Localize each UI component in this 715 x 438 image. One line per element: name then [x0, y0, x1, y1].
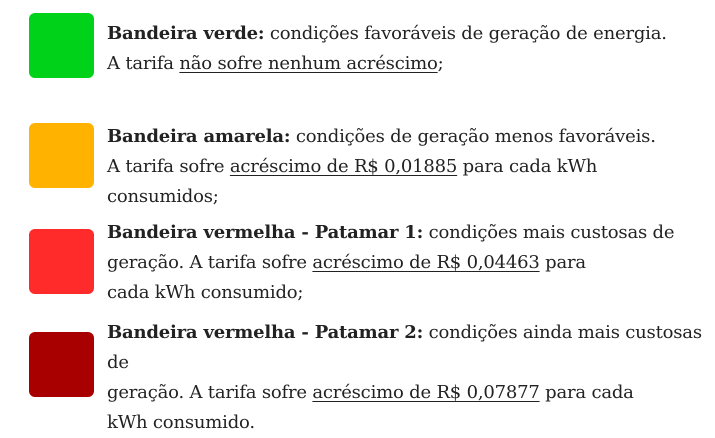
- red-flag-1-tariff-suffix: para: [545, 252, 586, 273]
- yellow-flag-tariff-prefix: A tarifa sofre: [107, 156, 225, 177]
- yellow-flag-tariff-suffix: para cada kWh consumidos;: [107, 156, 598, 207]
- red-flag-2-description: condições ainda mais custosas de: [107, 322, 702, 373]
- green-flag-title: Bandeira verde:: [107, 23, 265, 44]
- red-flag-1-title: Bandeira vermelha - Patamar 1:: [107, 222, 424, 243]
- yellow-flag-tariff-highlight: acréscimo de R$ 0,01885: [229, 156, 458, 177]
- yellow-flag-swatch: [29, 123, 94, 188]
- red-flag-2-text: [107, 318, 707, 438]
- green-flag-tariff-highlight: não sofre nenhum acréscimo: [179, 53, 438, 74]
- yellow-flag-title: Bandeira amarela:: [107, 126, 291, 147]
- red-flag-2-tariff-highlight: acréscimo de R$ 0,07877: [312, 382, 540, 403]
- red-flag-1-tariff-prefix: geração. A tarifa sofre: [107, 252, 307, 273]
- red-flag-1-swatch: [29, 229, 94, 294]
- red-flag-1-tariff-highlight: acréscimo de R$ 0,04463: [312, 252, 540, 273]
- red-flag-1-line-1: [107, 218, 707, 248]
- red-flag-2-line-3: kWh consumido.: [107, 412, 255, 433]
- green-flag-swatch: [29, 13, 94, 78]
- red-flag-2-tariff-suffix: para cada: [545, 382, 634, 403]
- red-flag-2-line-2: [107, 378, 707, 408]
- yellow-flag-line-2: [107, 152, 707, 212]
- green-flag-text: [107, 19, 707, 79]
- green-flag-description: condições favoráveis de geração de energia.: [269, 23, 667, 44]
- green-flag-tariff-suffix: ;: [437, 53, 444, 74]
- green-flag-tariff-prefix: A tarifa: [107, 53, 174, 74]
- green-flag-line-2: [107, 49, 707, 79]
- red-flag-2-title: Bandeira vermelha - Patamar 2:: [107, 322, 424, 343]
- yellow-flag-line-1: [107, 122, 707, 152]
- red-flag-1-line-3: cada kWh consumido;: [107, 282, 304, 303]
- red-flag-1-description: condições mais custosas de: [428, 222, 675, 243]
- red-flag-1-line-2: [107, 248, 707, 278]
- green-flag-line-1: [107, 19, 707, 49]
- yellow-flag-text: [107, 122, 707, 212]
- red-flag-2-swatch: [29, 332, 94, 397]
- red-flag-2-tariff-prefix: geração. A tarifa sofre: [107, 382, 307, 403]
- yellow-flag-description: condições de geração menos favoráveis.: [295, 126, 656, 147]
- red-flag-1-text: [107, 218, 707, 308]
- red-flag-2-line-1: [107, 318, 707, 378]
